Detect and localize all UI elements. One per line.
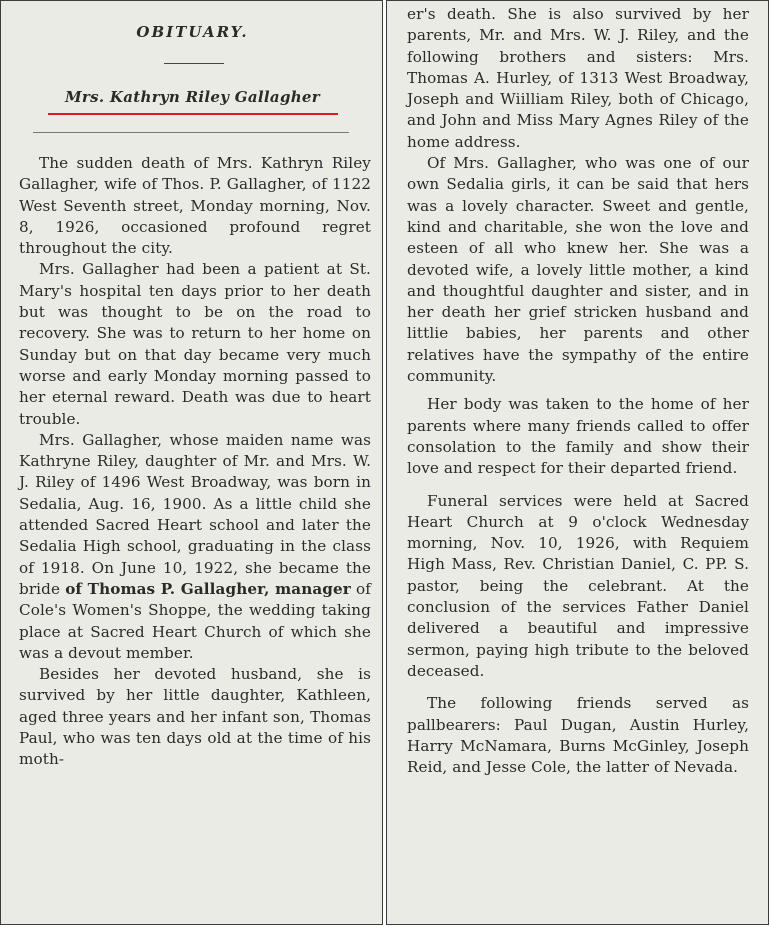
paragraph-funeral-services: Funeral services were held at Sacred Heart Church at 9 o'clock Wednesday morning, Nov. 10, 1926, with Requiem High Mass, Rev. Christian Daniel, C. PP. S. pastor, being the celebrant. At the conclusion of the services Father Daniel delivered a beautiful and impressive sermon, paying high tribute to the beloved deceased. xyxy=(407,491,749,680)
biography-text: Mrs. Gallagher, whose maiden name was Kathryne Riley, daughter of Mr. and Mrs. W. J. Riley of 1496 West Broadway, was born in Sedalia, Aug. 16, 1900. As a little child she attended Sacred Heart school and later the Sedalia High school, graduating in the class of 1918. On June 10, 1922, she became the bride xyxy=(19,430,371,598)
biography-text-end: of Cole's Women's Shoppe, the wedding taking place at Sacred Heart Church of which she was a devout member. xyxy=(19,579,371,662)
paragraph-tribute: Of Mrs. Gallagher, who was one of our own Sedalia girls, it can be said that hers was a lovely character. Sweet and gentle, kind and charitable, she won the love and esteen of all who knew her. She was a devoted wife, a lovely little mother, a kind and thoughtful daughter and sister, and in her death her grief stricken husband and littlie babies, her parents and other relatives have the sympathy of the entire community. xyxy=(407,154,749,386)
deceased-name-heading: Mrs. Kathryn Riley Gallagher xyxy=(65,88,320,106)
obituary-heading: OBITUARY. xyxy=(136,23,249,41)
right-column-text xyxy=(407,4,749,778)
paragraph-hospital: Mrs. Gallagher had been a patient at St. Mary's hospital ten days prior to her death but was thought to be on the road to recovery. She was to return to her home on Sunday but on that day became very much worse and early Monday morning passed to her eternal reward. Death was due to heart trouble. xyxy=(19,260,371,428)
paragraph-death-notice: The sudden death of Mrs. Kathryn Riley Gallagher, wife of Thos. P. Gallagher, of 1122 West Seventh street, Monday morning, Nov. 8, 1926, occasioned profound regret throughout the city. xyxy=(19,154,371,258)
left-column-text xyxy=(19,153,371,771)
section-divider xyxy=(33,132,349,133)
paragraph-survivors-continued: er's death. She is also survived by her parents, Mr. and Mrs. W. J. Riley, and the following brothers and sisters: Mrs. Thomas A. Hurley, of 1313 West Broadway, Joseph and Wiilliam Riley, both of Chicago, and John and Miss Mary Agnes Riley of the home address. xyxy=(407,5,749,151)
biography-bold-text: of Thomas P. Gallagher, manager xyxy=(65,579,351,598)
paragraph-body-taken-home: Her body was taken to the home of her parents where many friends called to offer consolation to the family and show their love and respect for their departed friend. xyxy=(407,395,749,478)
heading-divider xyxy=(164,63,224,64)
right-clipping-column xyxy=(386,0,769,925)
paragraph-pallbearers: The following friends served as pallbearers: Paul Dugan, Austin Hurley, Harry McNamara, Burns McGinley, Joseph Reid, and Jesse Cole, the latter of Nevada. xyxy=(407,694,749,777)
left-clipping-column xyxy=(0,0,383,925)
red-underline-mark xyxy=(48,113,338,115)
paragraph-biography xyxy=(19,430,371,664)
paragraph-survivors: Besides her devoted husband, she is survived by her little daughter, Kathleen, aged three years and her infant son, Thomas Paul, who was ten days old at the time of his moth- xyxy=(19,665,371,769)
